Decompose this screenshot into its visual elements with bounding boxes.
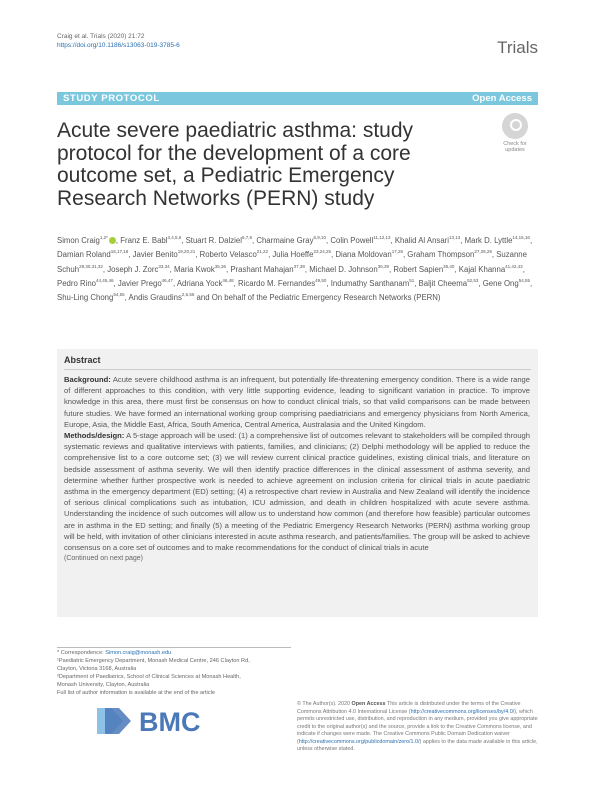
bmc-logo-text: BMC bbox=[139, 707, 201, 736]
author-name: Damian Roland$^{16,17,18}$ bbox=[57, 249, 129, 260]
abstract-divider bbox=[64, 369, 531, 370]
correspondence-email[interactable]: Simon.craig@monash.edu bbox=[105, 650, 172, 656]
cc-by-link[interactable]: http://creativecommons.org/licenses/by/4.0/ bbox=[410, 708, 515, 715]
author-name: Kajal Khanna$^{41,42,43}$ bbox=[458, 263, 523, 274]
affiliation-2: ²Department of Paediatrics, School of Clinical Sciences at Monash Health, Monash University, Clayton, Australia bbox=[57, 673, 241, 688]
correspondence: * Correspondence: Simon.craig@monash.edu bbox=[57, 650, 172, 656]
orcid-icon[interactable] bbox=[109, 237, 116, 244]
author-name: Baljit Cheema$^{52,53}$ bbox=[418, 277, 479, 288]
author-name: Indumathy Santhanam$^{51}$ bbox=[330, 277, 415, 288]
author-name: Gene Ong$^{54,55}$ bbox=[482, 277, 530, 288]
full-author-info-note: Full list of author information is available at the end of the article bbox=[57, 689, 215, 696]
author-name: Joseph J. Zorc$^{33,34}$ bbox=[107, 263, 170, 274]
cc-zero-link[interactable]: http://creativecommons.org/publicdomain/zero/1.0/ bbox=[298, 738, 420, 745]
methods-text: A 5-stage approach will be used: (1) a comprehensive list of outcomes relevant to stakeholders will be compiled through systematic reviews and qualitative interviews with patients, families, and clinicians; (2) Delphi methodology will be applied to reduce the comprehensive list to a core outcome set; (3) we will review current clinical practice guidelines, existing clinical trials, and literature on bedside assessment of asthma severity. We will then identify practice differences in the clinical assessment of asthma severity, and determine whether further prospective work is needed to achieve agreement on inclusion criteria for clinical trials in acute paediatric asthma in the emergency department (ED) setting; (4) a retrospective chart review in Australia and New Zealand will identify the incidence of serious clinical complications such as intubation, ICU admission, and death in children hospitalized with acute severe asthma. Understanding the incidence of such outcomes will allow us to understand how common (and therefore how feasible) particular outcomes are in asthma in the ED setting; and finally (5) a meeting of the Pediatric Emergency Research Networks (PERN) asthma working group will be held, with invitation of other clinicians interested in acute asthma research, and patients/families. The group will be asked to achieve consensus on a core set of outcomes and to make recommendations for the conduct of clinical trials in acute bbox=[64, 431, 530, 553]
license-statement: © The Author(s). 2020 Open Access This article is distributed under the terms of the Creative Commons Attribution 4.0 International License (http://creativecommons.org/licenses/by/4.0/), which permits unrestricted use, distribution, and reproduction in any medium, provided you give appropriate credit to the original author(s) and the source, provide a link to the Creative Commons license, and indicate if changes were made. The Creative Commons Public Domain Dedication waiver (http://creativecommons.org/publicdomain/zero/1.0/) applies to the data made available in this article, unless otherwise stated. bbox=[297, 701, 538, 752]
author-name: Colin Powell$^{11,12,13}$ bbox=[330, 235, 391, 245]
abstract-background bbox=[64, 374, 530, 430]
author-name: Prashant Mahajan$^{37,38}$ bbox=[230, 263, 305, 274]
author-name: Ricardo M. Fernandes$^{49,50}$ bbox=[237, 277, 327, 288]
abstract-box bbox=[57, 349, 538, 617]
author-name: Diana Moldovan$^{17,26}$ bbox=[335, 249, 403, 260]
author-name: Maria Kwok$^{35,36}$ bbox=[173, 263, 226, 274]
background-text: Acute severe childhood asthma is an infrequent, but potentially life-threatening emergency condition. There is a wide range of different approaches to this condition, with very little supporting evidence, leading to significant variation in practice. To improve knowledge in this area, there must first be consensus on how to conduct clinical trials, so that valid comparisons can be made between future studies. We have formed an international working group comprising paediatricians and emergency physicians from North America, Europe, Asia, the Middle East, Africa, South America, Central America, Australasia and the United Kingdom. bbox=[64, 375, 530, 429]
footnote-divider bbox=[57, 647, 291, 648]
author-name: Charmaine Gray$^{6,9,10}$ bbox=[256, 235, 327, 245]
open-access-label: Open Access bbox=[472, 93, 532, 104]
author-name: Shu-Ling Chong$^{54,55}$ bbox=[57, 292, 125, 303]
author-name: Javier Prego$^{46,47}$ bbox=[117, 277, 173, 288]
bmc-logo-mark-front bbox=[105, 708, 131, 734]
author-name: Julia Hoeffe$^{23,24,25}$ bbox=[272, 249, 331, 260]
methods-label: Methods/design: bbox=[64, 431, 125, 441]
author-name: Mark D. Lyttle$^{14,15,16}$ bbox=[464, 235, 530, 245]
author-name: Javier Benito$^{19,20,21}$ bbox=[132, 249, 196, 260]
doi-link[interactable]: https://doi.org/10.1186/s13063-019-3785-6 bbox=[57, 42, 180, 49]
affiliation-1: ¹Paediatric Emergency Department, Monash Medical Centre, 246 Clayton Rd, Clayton, Victoria 3168, Australia bbox=[57, 657, 250, 672]
abstract-body bbox=[64, 374, 530, 564]
check-for-updates-text: Check for updates bbox=[503, 141, 527, 153]
author-name: Pedro Rino$^{44,45,46}$ bbox=[57, 277, 114, 288]
author-name: Simon Craig$^{1,2*}$ bbox=[57, 236, 116, 245]
author-name: Andis Graudins$^{2,6,56}$ bbox=[128, 292, 195, 303]
citation-header bbox=[57, 32, 180, 50]
bmc-logo bbox=[95, 706, 225, 736]
author-name: Michael D. Johnson$^{36,39}$ bbox=[309, 263, 389, 274]
author-name: and On behalf of the Pediatric Emergency Research Networks (PERN) bbox=[196, 293, 441, 303]
article-title: Acute severe paediatric asthma: study protocol for the development of a core outcome set, a Pediatric Emergency Research Networks (PERN) study bbox=[57, 119, 414, 210]
author-name: Robert Sapien$^{36,40}$ bbox=[393, 263, 455, 274]
article-type-label: STUDY PROTOCOL bbox=[63, 93, 160, 104]
check-for-updates-icon bbox=[502, 113, 528, 139]
author-name: Stuart R. Dalziel$^{6,7,8}$ bbox=[185, 235, 252, 245]
citation-line: Craig et al. Trials (2020) 21:72 bbox=[57, 33, 145, 40]
author-name: Franz E. Babl$^{3,4,5,6}$ bbox=[120, 235, 182, 245]
abstract-heading: Abstract bbox=[64, 355, 101, 365]
check-for-updates-badge[interactable] bbox=[497, 113, 533, 159]
author-name: Graham Thompson$^{27,28,29}$ bbox=[407, 249, 492, 260]
abstract-methods bbox=[64, 430, 530, 553]
journal-name: Trials bbox=[497, 38, 538, 57]
author-name: Adriana Yock$^{46,48}$ bbox=[176, 277, 234, 288]
article-type-banner bbox=[57, 92, 538, 105]
author-name: Roberto Velasco$^{21,22}$ bbox=[199, 249, 269, 260]
background-label: Background: bbox=[64, 375, 111, 384]
continued-note: (Continued on next page) bbox=[64, 555, 143, 563]
author-list: Simon Craig$^{1,2*}$ , Franz E. Babl$^{3,4,5,6}$, Stuart R. Dalziel$^{6,7,8}$, Charmaine Gray$^{6,9,10}$, Colin Powell$^{11,12,13}$, Khalid Al Ansari$^{13,13}$, Mark D. Lyttle$^{14,15,16}$, Damian Roland$^{16,17,18}$, Javier Benito$^{19,20,21}$, Roberto Velasco$^{21,22}$, Julia Hoeffe$^{23,24,25}$, Diana Moldovan$^{17,26}$, Graham Thompson$^{27,28,29}$, Suzanne Schuh$^{29,30,31,32}$, Joseph J. Zorc$^{33,34}$, Maria Kwok$^{35,36}$, Prashant Mahajan$^{37,38}$, Michael D. Johnson$^{36,39}$, Robert Sapien$^{36,40}$, Kajal Khanna$^{41,42,43}$, Pedro Rino$^{44,45,46}$, Javier Prego$^{46,47}$, Adriana Yock$^{46,48}$, Ricardo M. Fernandes$^{49,50}$, Indumathy Santhanam$^{51}$, Baljit Cheema$^{52,53}$, Gene Ong$^{54,55}$, Shu-Ling Chong$^{54,55}$, Andis Graudins$^{2,6,56}$ and On behalf of the Pediatric Emergency Research Networks (PERN) bbox=[57, 235, 533, 303]
footnotes bbox=[57, 650, 297, 697]
author-name: Khalid Al Ansari$^{13,13}$ bbox=[394, 235, 461, 245]
author-name: Suzanne Schuh$^{29,30,31,32}$ bbox=[57, 250, 527, 274]
